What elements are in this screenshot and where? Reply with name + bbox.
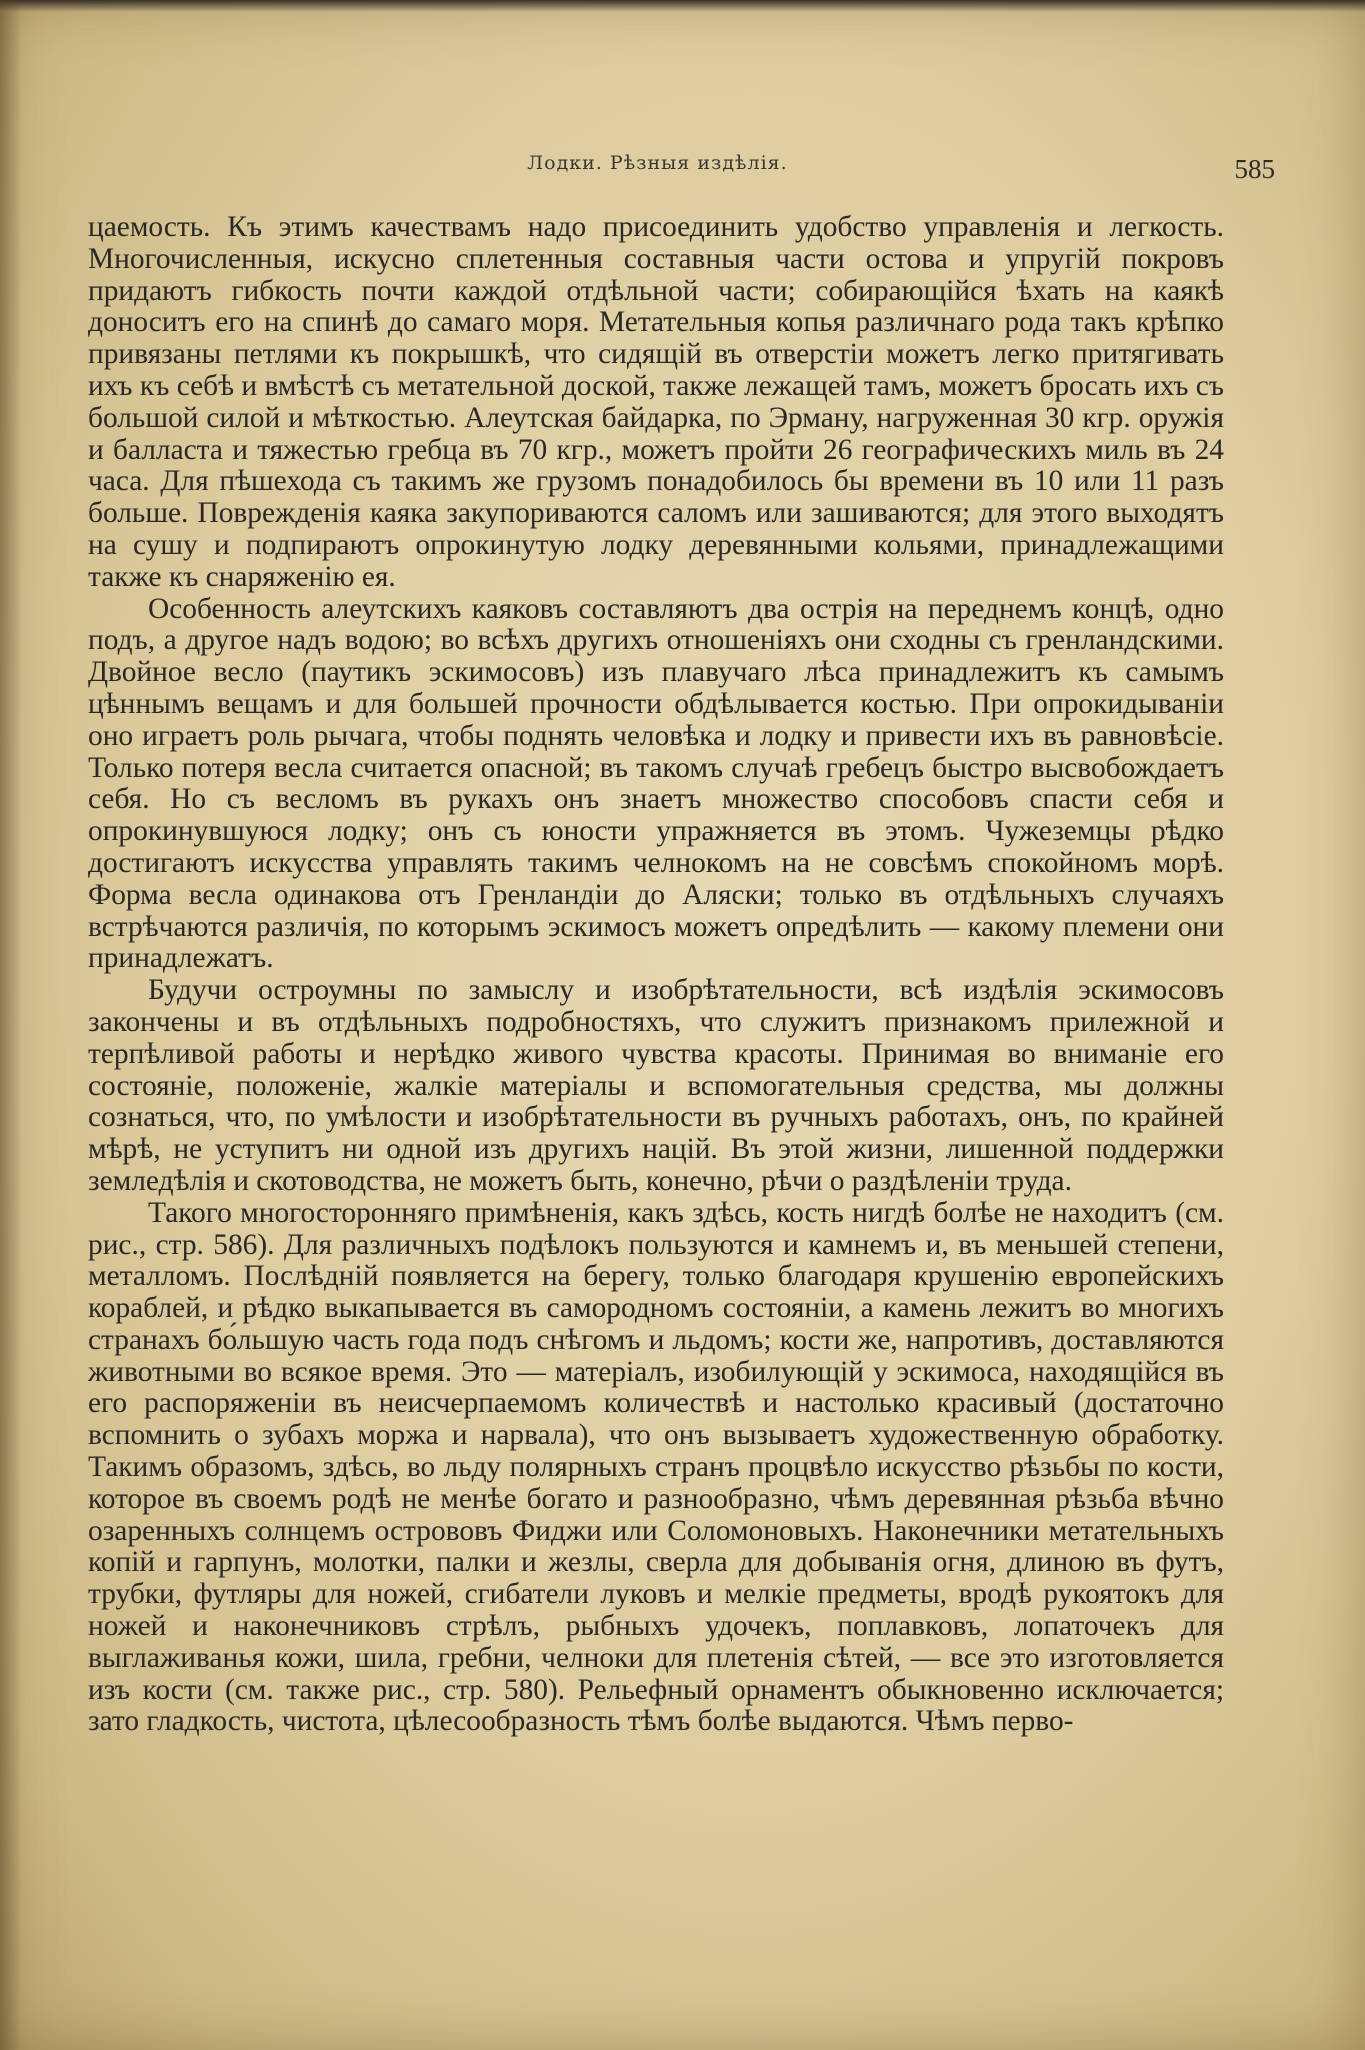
page-number: 585 (1234, 154, 1275, 184)
body-text (88, 212, 1224, 1738)
paragraph-2: Особенность алеутскихъ каяковъ составляютъ два острія на переднемъ концѣ, одно подъ, а другое надъ водою; во всѣхъ другихъ отношеніяхъ они сходны съ гренландскими. Двойное весло (паутикъ эскимосовъ) изъ плавучаго лѣса принадлежитъ къ самымъ цѣннымъ вещамъ и для большей прочности обдѣлывается костью. При опрокидываніи оно играетъ роль рычага, чтобы поднять человѣка и лодку и привести ихъ въ равновѣсіе. Только потеря весла считается опасной; въ такомъ случаѣ гребецъ быстро высвобождаетъ себя. Но съ весломъ въ рукахъ онъ знаетъ множество способовъ спасти себя и опрокинувшуюся лодку; онъ съ юности упражняется въ этомъ. Чужеземцы рѣдко достигаютъ искусства управлять такимъ челнокомъ на не совсѣмъ спокойномъ морѣ. Форма весла одинакова отъ Гренландіи до Аляски; только въ отдѣльныхъ случаяхъ встрѣчаются различія, по которымъ эскимосъ можетъ опредѣлить — какому племени они принадлежатъ. (88, 592, 1224, 975)
running-head: Лодки. Рѣзныя издѣлія. (527, 152, 788, 174)
paragraph-4: Такого многосторонняго примѣненія, какъ здѣсь, кость нигдѣ болѣе не находитъ (см. рис., стр. 586). Для различныхъ подѣлокъ пользуются и камнемъ и, въ меньшей степени, металломъ. Послѣдній появляется на берегу, только благодаря крушенію европейскихъ кораблей, и рѣдко выкапывается въ самородномъ состояніи, а камень лежитъ во многихъ странахъ бо́льшую часть года подъ снѣгомъ и льдомъ; кости же, напротивъ, доставляются животными во всякое время. Это — матеріалъ, изобилующій у эскимоса, находящійся въ его распоряженіи въ неисчерпаемомъ количествѣ и настолько красивый (достаточно вспомнить о зубахъ моржа и нарвала), что онъ вызываетъ художественную обработку. Такимъ образомъ, здѣсь, во льду полярныхъ странъ процвѣло искусство рѣзьбы по кости, которое въ своемъ родѣ не менѣе богато и разнообразно, чѣмъ деревянная рѣзьба вѣчно озаренныхъ солнцемъ острововъ Фиджи или Соломоновыхъ. Наконечники метательныхъ копій и гарпунъ, молотки, палки и жезлы, сверла для добыванія огня, длиною въ футъ, трубки, футляры для ножей, сгибатели луковъ и мелкіе предметы, вродѣ рукоятокъ для ножей и наконечниковъ стрѣлъ, рыбныхъ удочекъ, поплавковъ, лопаточекъ для выглаживанья кожи, шила, гребни, челноки для плетенія сѣтей, — все это изготовляется изъ кости (см. также рис., стр. 580). Рельефный орнаментъ обыкновенно исключается; зато гладкость, чистота, цѣлесообразность тѣмъ болѣе выдаются. Чѣмъ перво- (88, 1196, 1224, 1738)
paragraph-1: цаемость. Къ этимъ качествамъ надо присоединить удобство управленія и легкость. Многочисленныя, искусно сплетенныя составныя части остова и упругій покровъ придаютъ гибкость почти каждой отдѣльной части; собирающійся ѣхать на каякѣ доноситъ его на спинѣ до самаго моря. Метательныя копья различнаго рода такъ крѣпко привязаны петлями къ покрышкѣ, что сидящій въ отверстіи можетъ легко притягивать ихъ къ себѣ и вмѣстѣ съ метательной доской, также лежащей тамъ, можетъ бросать ихъ съ большой силой и мѣткостью. Алеутская байдарка, по Эрману, нагруженная 30 кгр. оружія и балласта и тяжестью гребца въ 70 кгр., можетъ пройти 26 географическихъ миль въ 24 часа. Для пѣшехода съ такимъ же грузомъ понадобилось бы времени въ 10 или 11 разъ больше. Поврежденія каяка закупориваются саломъ или зашиваются; для этого выходятъ на сушу и подпираютъ опрокинутую лодку деревянными кольями, принадлежащими также къ снаряженію ея. (88, 211, 1224, 593)
page-header (90, 152, 1275, 192)
paragraph-3: Будучи остроумны по замыслу и изобрѣтательности, всѣ издѣлія эскимосовъ закончены и въ отдѣльныхъ подробностяхъ, что служитъ признакомъ прилежной и терпѣливой работы и нерѣдко живого чувства красоты. Принимая во вниманіе его состояніе, положеніе, жалкіе матеріалы и вспомогательныя средства, мы должны сознаться, что, по умѣлости и изобрѣтательности въ ручныхъ работахъ, онъ, по крайней мѣрѣ, не уступитъ ни одной изъ другихъ націй. Въ этой жизни, лишенной поддержки земледѣлія и скотоводства, не можетъ быть, конечно, рѣчи о раздѣленіи труда. (88, 974, 1224, 1197)
